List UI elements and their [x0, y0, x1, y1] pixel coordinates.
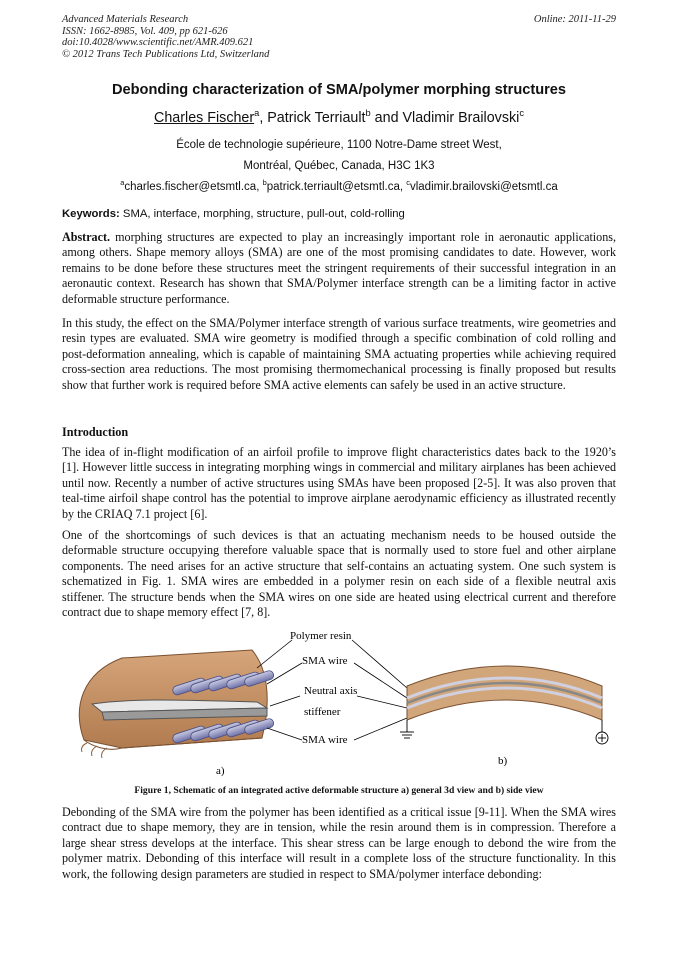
- author-1-sup: a: [254, 108, 260, 119]
- affiliation-line-2: Montréal, Québec, Canada, H3C 1K3: [243, 160, 435, 172]
- keywords-label: Keywords:: [62, 208, 120, 220]
- author-3-name: Vladimir Brailovski: [402, 110, 520, 126]
- label-sma-wire-bottom: SMA wire: [302, 734, 348, 746]
- affiliation-line-1: École de technologie supérieure, 1100 Notre-Dame street West,: [176, 139, 502, 151]
- keywords-text: SMA, interface, morphing, structure, pull-out, cold-rolling: [119, 208, 405, 220]
- doi-line: doi:10.4028/www.scientific.net/AMR.409.621: [62, 37, 254, 48]
- journal-name: Advanced Materials Research: [62, 14, 189, 25]
- author-2-sup: b: [365, 108, 371, 119]
- figure-1-caption: Figure 1, Schematic of an integrated active deformable structure a) general 3d view and b) side view: [134, 785, 544, 796]
- keywords: [62, 208, 405, 220]
- email-a[interactable]: charles.fischer@etsmtl.ca,: [124, 181, 263, 193]
- figure-1: [62, 628, 616, 778]
- figure-1-schematic: [62, 628, 616, 778]
- author-2-name: Patrick Terriault: [267, 110, 366, 126]
- label-polymer-resin: Polymer resin: [290, 630, 352, 642]
- intro-paragraph-1: The idea of in-flight modification of an airfoil profile to improve flight characteristics dates back to the 1920’s [1]. However little success in integrating morphing wings in commercial and military airplanes has been achieved until now. Recently a number of active structures using SMAs have been proposed [2-5]. It was also proven that teal-time airfoil shape control has the potential to improve airplane aerodynamic efficiency as illustrated recently by the CRIAQ 7.1 project [6].: [62, 445, 616, 521]
- intro-paragraph-2: One of the shortcomings of such devices is that an actuating mechanism needs to be housed outside the deformable structure occupying therefore valuable space that is normally used to store fuel and other airplane components. The need arises for an active structure that self-contains an actuating system. One such system is schematized in Fig. 1. SMA wires are embedded in a polymer resin on each side of a flexible neutral axis stiffener. The structure bends when the SMA wires on one side are heated using electrical current and therefore contract due to shape memory effect [7, 8].: [62, 528, 616, 620]
- intro-paragraph-3: Debonding of the SMA wire from the polymer has been identified as a critical issue [9-11]. When the SMA wires contract due to shape memory, they are in tension, while the resin around them is in compression. Therefore a large shear stress develops at the interface. This shear stress can be large enough to debond the wire from the polymer matrix. Debonding of this interface will result in a complete loss of the structure functionality. In this work, the following design parameters are studied in respect to SMA/polymer interface debonding:: [62, 805, 616, 881]
- email-a-sup: a: [120, 178, 125, 188]
- label-a: a): [216, 765, 225, 777]
- figure-side-view: [400, 666, 608, 767]
- journal-header: [62, 14, 269, 60]
- copyright-line: © 2012 Trans Tech Publications Ltd, Switzerland: [62, 48, 270, 60]
- email-c-sup: c: [406, 178, 410, 188]
- abstract-paragraph-2: In this study, the effect on the SMA/Polymer interface strength of various surface treatments, wire geometries and resin types are evaluated. SMA wire geometry is modified through a specific combination of cold rolling and post-deformation annealing, which is capable of maintaining SMA actuating properties while achieving required cross-section area reductions. The most promising thermomechanical processing is finally proposed but results show that further work is required before SMA active elements can safely be used in an active structure.: [62, 316, 616, 392]
- label-b: b): [498, 755, 508, 767]
- label-stiffener: stiffener: [304, 706, 341, 718]
- abstract-text-1: morphing structures are expected to play an increasingly important role in aeronautic applications, among others. Shape memory alloys (SMA) are one of the most promising candidates to date. However, work remains to be done before these structures meet the stringent requirements of their successful integration in an aeronautic context. Research has shown that SMA/Polymer interface strength can be a limiting factor in active deformable structure performance.: [62, 230, 616, 306]
- author-separator: and: [370, 110, 403, 126]
- author-3-sup: c: [519, 108, 524, 119]
- author-1-name: Charles Fischer: [154, 110, 255, 126]
- email-line: [0, 178, 678, 193]
- label-sma-wire-top: SMA wire: [302, 655, 348, 667]
- email-b-sup: b: [262, 178, 267, 188]
- issn-line: ISSN: 1662-8985, Vol. 409, pp 621-626: [62, 25, 228, 37]
- paper-title: Debonding characterization of SMA/polymer morphing structures: [111, 82, 567, 98]
- label-neutral-axis: Neutral axis: [304, 685, 358, 697]
- abstract-paragraph-1: [62, 230, 616, 307]
- author-line: [0, 110, 678, 126]
- email-c[interactable]: vladimir.brailovski@etsmtl.ca: [409, 181, 558, 193]
- plus-terminal-icon: [596, 720, 608, 744]
- abstract-label: Abstract.: [62, 230, 111, 244]
- introduction-heading: Introduction: [62, 425, 129, 439]
- ground-icon: [400, 720, 414, 738]
- figure-3d-view: [79, 650, 275, 758]
- email-b[interactable]: patrick.terriault@etsmtl.ca,: [266, 181, 407, 193]
- author-separator: ,: [259, 110, 268, 126]
- online-date: Online: 2011-11-29: [533, 14, 616, 25]
